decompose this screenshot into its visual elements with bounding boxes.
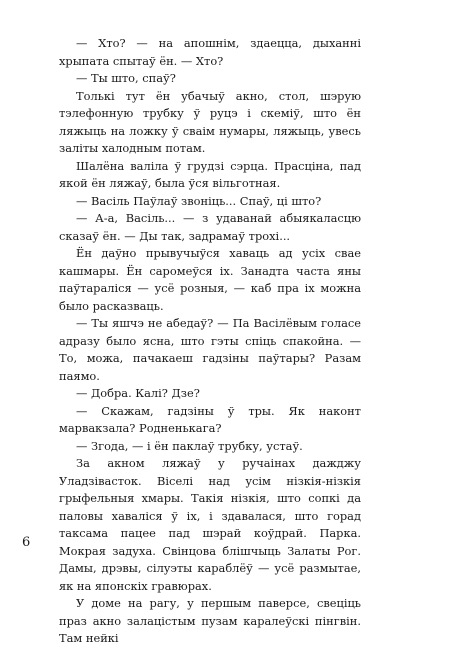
paragraph: — А-а, Васіль... — з удаванай абыякаласцю сказаў ён. — Ды так, задрамаў трохі... [59,211,361,243]
paragraph: Шалёна валіла ў грудзі сэрца. Прасціна, пад якой ён ляжаў, была ўся вільготная. [59,158,361,190]
paragraph: — Скажам, гадзіны ў тры. Як наконт марвакзала? Родненькага? [59,403,361,435]
paragraph: — Ты што, спаў? [76,71,176,85]
paragraph: — Васіль Паўлаў звоніць... Спаў, ці што? [76,193,322,208]
paragraph: У доме на рагу, у першым паверсе, свеціць праз акно залацістым пузам каралеўскі пінгвін. Там нейкі [59,596,361,645]
paragraph: — Згода, — і ён паклаў трубку, устаў. [76,438,303,453]
page-number: 6 [22,535,31,550]
paragraph: Ён даўно прывучыўся хаваць ад усіх свае кашмары. Ён саромеўся іх. Занадта часта яны паўтараліся — усё розныя, — каб пра іх можна было расказваць. [59,246,361,313]
paragraph: За акном ляжаў у ручаінах дажджу Уладзівасток. Віселі над усім нізкія-нізкія грыфельныя хмары. Такія нізкія, што сопкі да паловы хаваліся ў іх, і здавалася, што горад таксама пацее пад шэрай коўдрай. Парка. Мокрая задуха. Свінцова блішчыць Залаты Рог. Дамы, дрэвы, сілуэты караблёў — усё размытае, як на японскіх гравюрах. [59,456,361,593]
body-text [59,35,361,648]
paragraph: — Хто? — на апошнім, здаецца, дыханні хрыпата спытаў ён. — Хто? [59,36,361,68]
paragraph: — Ты яшчэ не абедаў? — Па Васілёвым голасе адразу было ясна, што гэты спіць спакойна. — То, можа, пачакаеш гадзіны паўтары? Разам паямо. [59,316,361,383]
paragraph: — Добра. Калі? Дзе? [76,386,200,400]
paragraph: Толькі тут ён убачыў акно, стол, шэрую тэлефонную трубку ў руцэ і скеміў, што ён ляжыць на ложку ў сваім нумары, ляжыць, увесь заліты халодным потам. [59,88,361,155]
